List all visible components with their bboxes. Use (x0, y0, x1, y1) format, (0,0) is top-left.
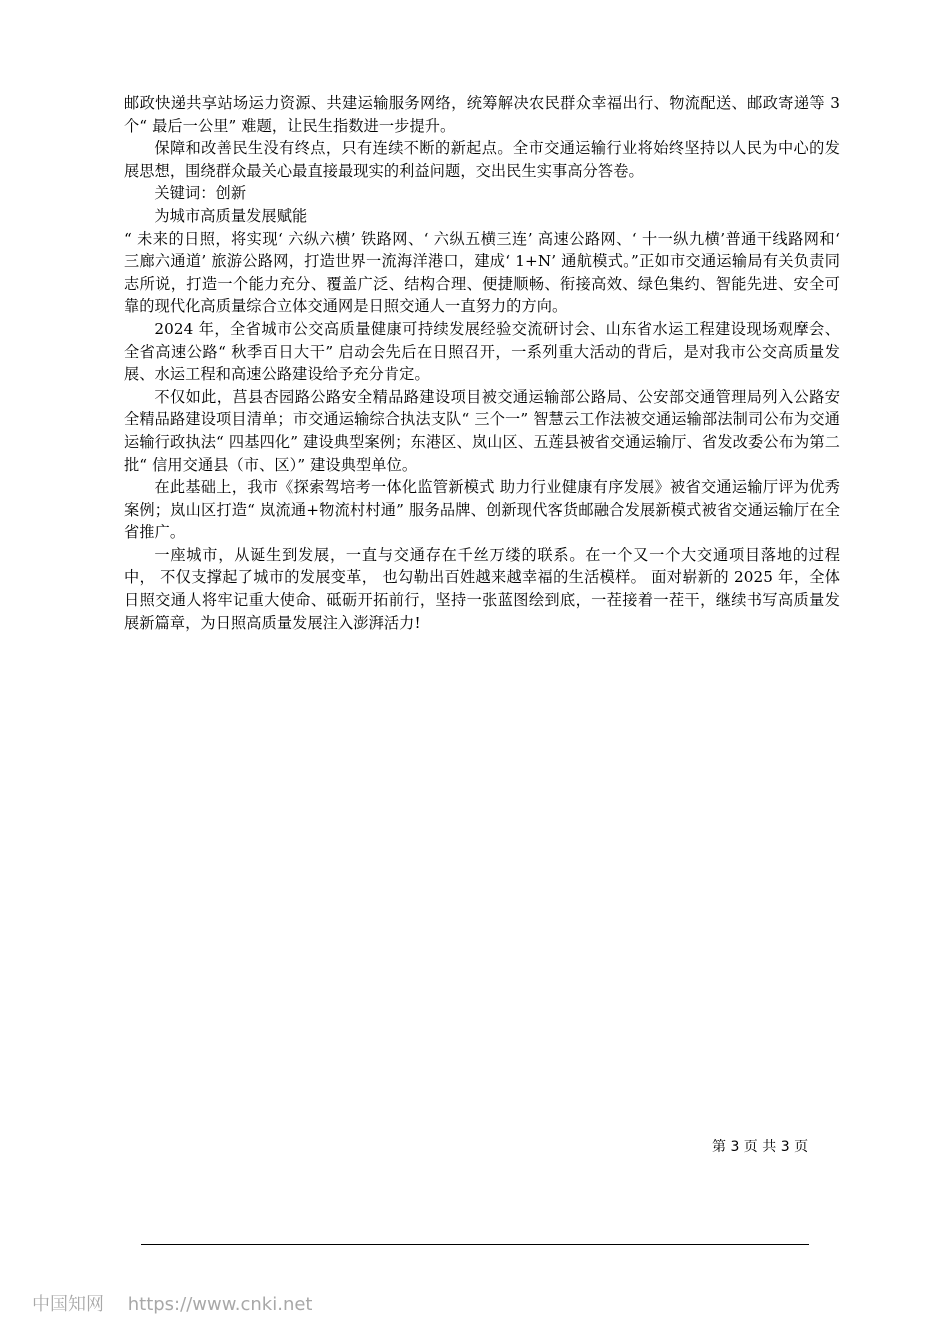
paragraph-2024-events: 2024 年，全省城市公交高质量健康可持续发展经验交流研讨会、山东省水运工程建设现场观摩会、全省高速公路“ 秋季百日大干” 启动会先后在日照召开，一系列重大活动的背后，是对我市公交高质量发展、水运工程和高速公路建设给予充分肯定。 (124, 319, 840, 384)
keyword-heading: 关键词：创新 (154, 184, 247, 203)
paragraph-closing: 一座城市，从诞生到发展，一直与交通存在千丝万缕的联系。在一个又一个大交通项目落地的过程中， 不仅支撑起了城市的发展变革， 也勾勒出百姓越来越幸福的生活模样。 面对崭新的 2025 年，全体日照交通人将牢记重大使命、砥砺开拓前行，坚持一张蓝图绘到底，一茬接着一茬干，继续书写高质量发展新篇章，为日照高质量发展注入澎湃活力! (124, 545, 840, 632)
paragraph-achievements: 不仅如此，莒县杏园路公路安全精品路建设项目被交通运输部公路局、公安部交通管理局列入公路安全精品路建设项目清单；市交通运输综合执法支队“ 三个一” 智慧云工作法被交通运输部法制司公布为交通运输行政执法“ 四基四化” 建设典型案例；东港区、岚山区、五莲县被省交通运输厅、省发改委公布为第二批“ 信用交通县（市、区）” 建设典型单位。 (124, 387, 840, 474)
cnki-watermark (32, 1293, 312, 1317)
paragraph-conclusion: 保障和改善民生没有终点，只有连续不断的新起点。全市交通运输行业将始终坚持以人民为中心的发展思想，围绕群众最关心最直接最现实的利益问题，交出民生实事高分答卷。 (124, 139, 840, 180)
paragraph-cases: 在此基础上，我市《探索驾培考一体化监管新模式 助力行业健康有序发展》被省交通运输厅评为优秀案例；岚山区打造“ 岚流通+物流村村通” 服务品牌、创新现代客货邮融合发展新模式被省交通运输厅在全省推广。 (124, 478, 840, 542)
watermark-brand: 中国知网 (32, 1294, 104, 1315)
article-body (124, 92, 840, 634)
section-subheading: 为城市高质量发展赋能 (154, 206, 308, 225)
watermark-url: https://www.cnki.net (127, 1294, 313, 1315)
page-number: 第 3 页 共 3 页 (712, 1139, 809, 1155)
paragraph-continuation: 邮政快递共享站场运力资源、共建运输服务网络，统筹解决农民群众幸福出行、物流配送、邮政寄递等 3 个“ 最后一公里” 难题，让民生指数进一步提升。 (124, 94, 840, 135)
paragraph-quote: “ 未来的日照，将实现‘ 六纵六横’ 铁路网、‘ 六纵五横三连’ 高速公路网、‘ 十一纵九横’普通干线路网和‘ 三廊六通道’ 旅游公路网，打造世界一流海洋港口，建成‘ 1+N’ 通航模式。”正如市交通运输局有关负责同志所说，打造一个能力充分、覆盖广泛、结构合理、便捷顺畅、衔接高效、绿色集约、智能先进、安全可靠的现代化高质量综合立体交通网是日照交通人一直努力的方向。 (124, 229, 840, 316)
footer-divider (141, 1244, 809, 1245)
